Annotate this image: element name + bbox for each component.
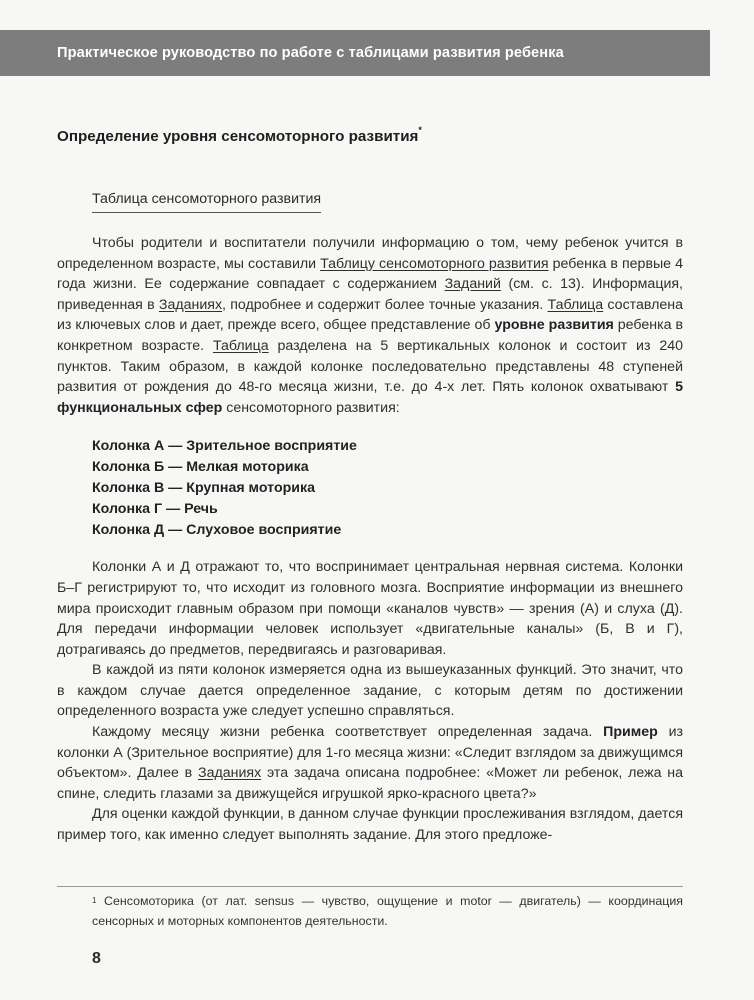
body-text <box>57 233 683 846</box>
link-tasks[interactable]: Заданиях <box>158 296 223 313</box>
section-heading <box>57 125 422 145</box>
text-run: разделена на 5 вертикальных колонок и состоит из 240 пунктов. Таким образом, в каждой колонке последовательно представлены 48 ступеней развития от рождения до 48-го месяца жизни, т.е. до 4-х лет. Пять колонок охватывают <box>57 337 683 396</box>
columns-list <box>92 436 683 540</box>
link-tasks[interactable]: Заданий <box>444 276 501 293</box>
text-run: эта задача описана подробнее: «Может ли ребенок, лежа на спине, следить глазами за движущейся игрушкой ярко-красного цвета?» <box>57 765 683 802</box>
column-item: Колонка В — Крупная моторика <box>92 479 315 496</box>
column-item: Колонка А — Зрительное восприятие <box>92 438 357 455</box>
footnote-divider <box>57 886 683 887</box>
text-run: сенсомоторного развития: <box>222 399 400 416</box>
link-table-sensomotor[interactable]: Таблицу сенсомоторного развития <box>320 255 549 272</box>
paragraph-functions: В каждой из пяти колонок измеряется одна из вышеуказанных функций. Это значит, что в каждом случае дается определенное задание, с которым детям по достижении определенного возраста уже следует успешно справляться. <box>57 662 683 720</box>
paragraph-intro <box>57 233 683 418</box>
text-run: составлена из ключевых слов и дает, прежде всего, общее представление об <box>57 296 683 334</box>
text-run: Чтобы родители и воспитатели получили информацию о том, чему ребенок учится в определенном возрасте, мы составили <box>57 235 683 272</box>
bold-term: уровне развития <box>494 317 614 334</box>
link-table[interactable]: Таблица <box>547 296 604 313</box>
text-run: ребенка в первые 4 года жизни. Ее содержание совпадает с содержанием <box>57 255 683 293</box>
footnote-number: 1 <box>92 896 97 905</box>
text-run: ребенка в конкретном возрасте. <box>57 317 683 354</box>
section-heading-text: Определение уровня сенсомоторного развития <box>57 128 419 145</box>
bold-term: Пример <box>603 724 658 741</box>
paragraph-columns-explanation: Колонки А и Д отражают то, что воспринимает центральная нервная система. Колонки Б–Г регистрируют то, что исходит из головного мозга. Восприятие информации из внешнего мира происходит главным образом при помощи «каналов чувств» — зрения (А) и слуха (Д). Для передачи информации человек использует «двигательные каналы» (Б, В и Г), дотрагиваясь до предметов, передвигаясь и разговаривая. <box>57 559 683 658</box>
paragraph-evaluation: Для оценки каждой функции, в данном случае функции прослеживания взглядом, дается пример того, как именно следует выполнять задание. Для этого предложе- <box>57 806 683 844</box>
text-run: Каждому месяцу жизни ребенка соответствует определенная задача. <box>92 724 604 741</box>
column-item: Колонка Г — Речь <box>92 500 218 517</box>
bold-term: 5 функциональных сфер <box>57 379 683 416</box>
table-subheading: Таблица сенсомоторного развития <box>92 191 321 213</box>
text-run: , подробнее и содержит более точные указания. <box>222 296 548 313</box>
link-tasks[interactable]: Заданиях <box>198 765 262 782</box>
page-number: 8 <box>92 950 101 967</box>
footnote <box>92 892 683 931</box>
footnote-marker: * <box>418 125 422 135</box>
text-run: из колонки А (Зрительное восприятие) для 1-го месяца жизни: «Следит взглядом за движущимся объектом». Далее в <box>57 724 683 782</box>
column-item: Колонка Д — Слуховое восприятие <box>92 521 342 538</box>
paragraph-example <box>57 722 683 804</box>
link-table[interactable]: Таблица <box>212 337 269 354</box>
text-run: (см. с. 13). Информация, приведенная в <box>57 276 683 313</box>
running-header-title: Практическое руководство по работе с таблицами развития ребенка <box>57 45 564 61</box>
footnote-text: Сенсомоторика (от лат. sensus — чувство, ощущение и motor — двигатель) — координация сенсорных и моторных компонентов деятельности. <box>92 894 683 928</box>
subheading-container <box>92 190 321 213</box>
running-header <box>0 30 710 76</box>
column-item: Колонка Б — Мелкая моторика <box>92 459 309 476</box>
